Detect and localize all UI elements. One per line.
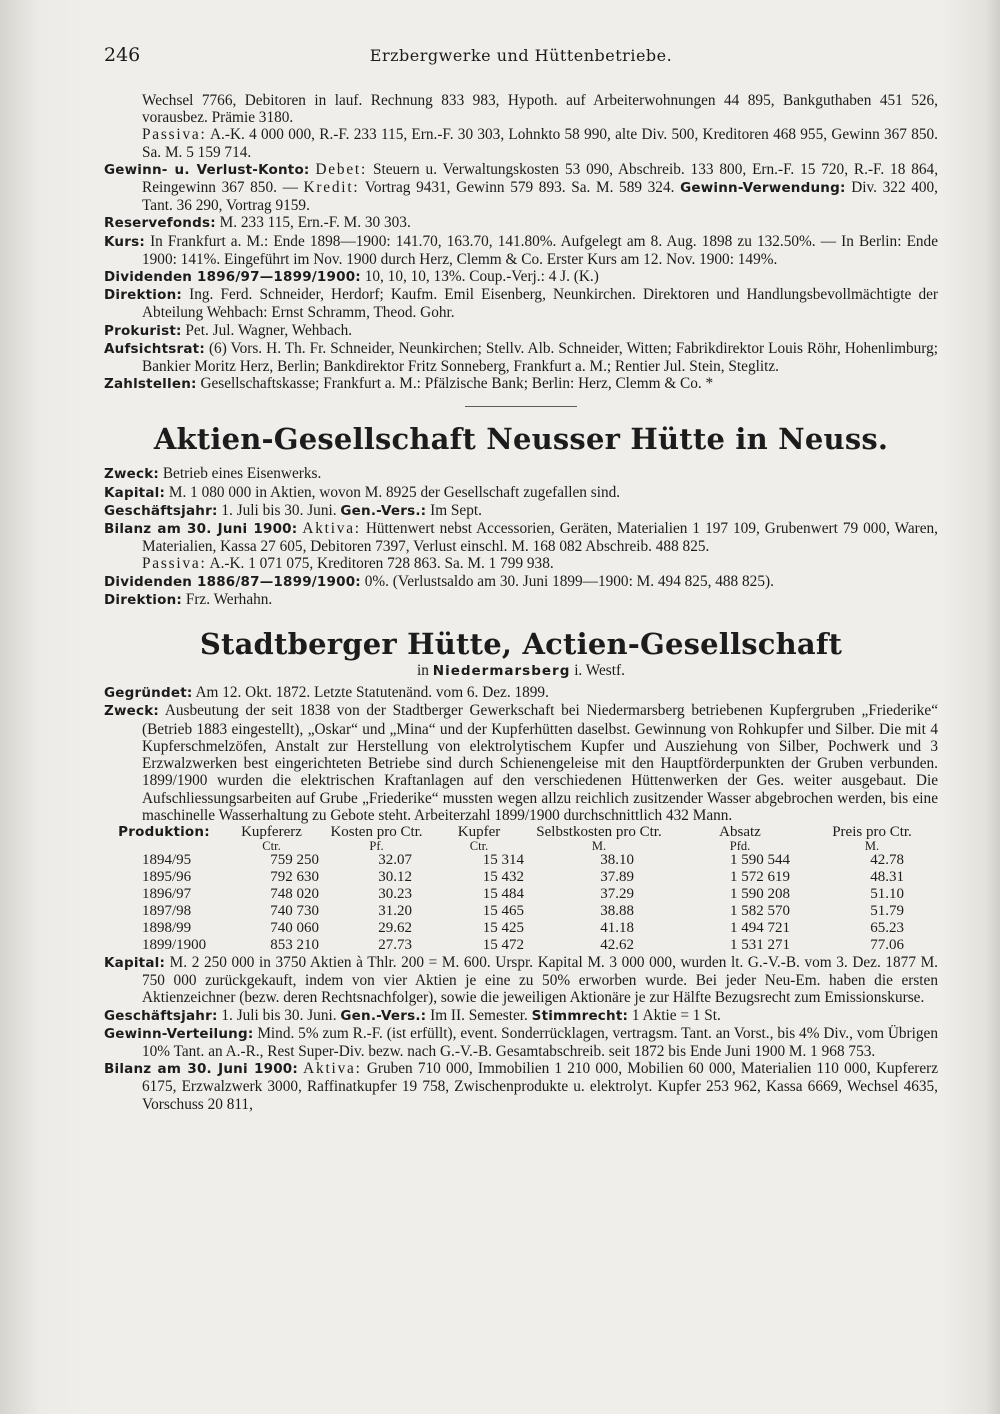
location-region: i. Westf. [574,662,625,680]
stimmrecht-text: 1 Aktie = 1 St. [631,1006,721,1024]
geschaeftsjahr-label: Geschäftsjahr: [104,502,218,519]
table-row [104,903,938,920]
column-header: Kosten pro Ctr. [330,823,423,840]
geschaeftsjahr-text: 1. Juli bis 30. Juni. [221,501,337,519]
column-header: Kupfererz [241,823,302,840]
geschaeftsjahr-label-stadtberger: Geschäftsjahr: [104,1007,218,1024]
aktiva-label-stadtberger: Aktiva: [303,1060,362,1078]
passiva-label: Passiva: [142,126,207,144]
reserve-label: Reservefonds: [104,215,216,232]
running-title: Erzbergwerke und Hüttenbetriebe. [369,46,673,65]
kredit-label: Kredit: [303,179,360,197]
company-title-neuss: Aktien-Gesellschaft Neusser Hütte in Neuss. [153,422,889,457]
table-cell: 748 020 [270,885,319,902]
direktion-label: Direktion: [104,287,182,304]
table-cell: 37.29 [600,885,634,902]
aufsichtsrat-text: (6) Vors. H. Th. Fr. Schneider, Neunkirchen; Stellv. Alb. Schneider, Witten; Fabrikdirektor Louis Röhr, Hohenlimburg; Bankier Moritz Herz, Berlin; Bankdirektor Fritz Sonneberg, Frankfurt a. M.; Rentier Jul. Stein, Steglitz. [142,339,938,376]
table-cell: 77.06 [870,936,904,953]
table-cell: 15 314 [482,851,524,868]
aufsichtsrat-paragraph [104,340,938,375]
table-cell: 1 572 619 [730,868,790,885]
prokurist-text: Pet. Jul. Wagner, Wehbach. [185,321,353,339]
gewinn-verteilung-text: Mind. 5% zum R.-F. (ist erfüllt), event. Sonderrücklagen, vertragsm. Tant. an Vorst., bis 4% Div., vom Übrigen 10% Tant. an A.-R., Rest Super-Div. bezw. nach G.-V.-B. Gesamtabschreib. seit 1872 bis Ende Juni 1900 M. 1 968 753. [142,1024,938,1060]
gen-vers-label: Gen.-Vers.: [340,502,427,519]
gegruendet-paragraph [104,684,938,702]
debet-label: Debet: [315,160,368,178]
table-cell: 38.88 [600,902,634,919]
kapital-text-stadtberger: M. 2 250 000 in 3750 Aktien à Thlr. 200 = M. 600. Urspr. Kapital M. 3 000 000, wurden lt. G.-V.-B. vom 3. Dez. 1877 M. 750 000 zurückgekauft, indem von vier Aktien je eine zu 50% erworben wurde. Bei jeder Neu-Em. haben die ersten Aktienzeichner (bezw. deren Rechtsnachfolger), sowie die jeweiligen Aktionäre je zur Hälfte Bezugsrecht zum Emissionskurse. [142,953,938,1007]
gewinn-verteilung-label: Gewinn-Verteilung: [104,1025,254,1042]
table-cell: 29.62 [378,919,412,936]
zweck-text-stadtberger: Ausbeutung der seit 1838 von der Stadtberger Gewerkschaft bei Niedermarsberg betriebenen Kupfergruben „Friederike“ (Betrieb 1883 eingestellt), „Oskar“ und „Mina“ und der Kupferhütten daselbst. Gewinnung von Rohkupfer und Silber. Die mit 4 Kupferschmelzöfen, Anstalt zur Herstellung von elektrolytischem Kupfer und Ausziehung von Silber, Pochwerk und 3 Erzwalzwerken best eingerichteten Betriebe sind durch Schienengeleise mit den Hauptförderpunkten der Gruben verbunden. 1899/1900 wurden die elektrischen Kraftanlagen auf den verschiedenen Hüttenwerken der Ges. weiter ausgebaut. Die Aufschliessungsarbeiten auf Grube „Friederike“ mussten wegen allzu reichlich zusitzender Wasser abgebrochen werden, bis eine maschinelle Wasserhaltung zu Gebote steht. Arbeiterzahl 1899/1900 durchschnittlich 432 Mann. [142,702,939,824]
table-cell: 853 210 [270,936,319,953]
reserve-text: M. 233 115, Ern.-F. M. 30 303. [219,214,411,232]
kapital-label-stadtberger: Kapital: [104,954,166,971]
table-cell: 27.73 [378,936,412,953]
location-in: in [417,662,429,680]
guv-label: Gewinn- u. Verlust-Konto: [104,161,310,178]
unit-label: Ctr. [262,838,281,853]
kapital-text: M. 1 080 000 in Aktien, wovon M. 8925 der Gesellschaft zugefallen sind. [168,483,621,501]
table-cell: 1899/1900 [142,936,207,953]
table-cell: 1897/98 [142,902,192,919]
aktiva-label: Aktiva: [302,520,361,538]
geschaeftsjahr-paragraph-stadtberger [104,1007,938,1025]
prokurist-paragraph [104,322,938,340]
table-cell: 1 590 208 [730,885,790,902]
location-place: Niedermarsberg [432,663,571,680]
direktion-text-neuss: Frz. Werhahn. [185,590,273,608]
verwendung-text: Div. 322 400, Tant. 36 290, Vortrag 9159. [142,179,939,215]
kapital-paragraph-stadtberger [104,954,938,1007]
unit-label: Pfd. [729,838,751,853]
kredit-text: Vortrag 9431, Gewinn 579 893. Sa. M. 589 324. [364,179,675,197]
debet-text: Steuern u. Verwaltungskosten 53 090, Abschreib. 133 800, Ern.-F. 15 720, R.-F. 18 864, Reingewinn 367 850. — [142,160,939,197]
zahlstellen-paragraph [104,375,938,393]
column-header: Preis pro Ctr. [832,823,912,840]
bilanz-label: Bilanz am 30. Juni 1900: [104,521,298,538]
unit-label: M. [864,838,880,853]
table-cell: 32.07 [378,851,412,868]
zweck-paragraph-stadtberger [104,702,938,823]
page-header [104,44,938,72]
table-row [104,920,938,937]
table-cell: 51.79 [870,902,904,919]
gen-vers-text: Im Sept. [430,501,482,519]
table-cell: 51.10 [870,885,904,902]
stimmrecht-label: Stimmrecht: [531,1007,629,1024]
table-cell: 38.10 [600,851,634,868]
table-cell: 1895/96 [142,868,192,885]
table-row [104,852,938,869]
table-row [104,869,938,886]
column-header: Absatz [719,823,761,840]
column-header: Kupfer [457,823,501,840]
verwendung-label: Gewinn-Verwendung: [680,180,846,197]
table-cell: 740 060 [270,919,319,936]
table-cell: 37.89 [600,868,634,885]
direktion-paragraph-neuss [104,591,938,609]
table-cell: 15 425 [482,919,524,936]
production-label: Produktion: [118,823,210,840]
table-cell: 42.78 [870,851,904,868]
kapital-paragraph [104,484,938,502]
table-cell: 759 250 [270,851,319,868]
kurs-label: Kurs: [104,233,145,250]
bilanz-label-stadtberger: Bilanz am 30. Juni 1900: [104,1061,298,1078]
page-number: 246 [104,44,141,66]
unit-label: Ctr. [469,838,489,853]
zweck-label-stadtberger: Zweck: [104,703,159,720]
table-cell: 48.31 [870,868,904,885]
aktiva-text: Hüttenwert nebst Accessorien, Geräten, Materialien 1 197 109, Grubenwert 79 000, Waren, Materialien, Kassa 27 605, Debitoren 7397, Verlust einschl. M. 168 082 Abschreib. 488 825. [142,520,938,556]
aufsichtsrat-label: Aufsichtsrat: [104,340,205,357]
table-cell: 30.23 [378,885,412,902]
page-content [104,92,938,1113]
spacer [104,609,938,622]
passiva-label-neuss: Passiva: [142,555,207,573]
passiva-paragraph [104,126,938,160]
bilanz-paragraph [104,520,938,555]
zweck-label: Zweck: [104,466,159,483]
table-row [104,937,938,954]
gen-vers-label-stadtberger: Gen.-Vers.: [340,1007,427,1024]
table-cell: 1894/95 [142,851,192,868]
kapital-label: Kapital: [104,484,166,501]
table-cell: 15 465 [482,902,524,919]
reserve-paragraph [104,214,938,232]
table-cell: 65.23 [870,919,904,936]
gen-vers-text-stadtberger: Im II. Semester. [430,1006,528,1024]
zahlstellen-label: Zahlstellen: [104,376,197,393]
zweck-paragraph [104,465,938,483]
dividends-text-neuss: 0%. (Verlustsaldo am 30. Juni 1899—1900: M. 494 825, 488 825). [364,572,774,590]
dividends-text: 10, 10, 10, 13%. Coup.-Verj.: 4 J. (K.) [364,268,599,286]
zweck-text: Betrieb eines Eisenwerks. [162,465,322,483]
unit-label: Pf. [369,838,384,853]
table-cell: 1 582 570 [730,902,790,919]
production-header-row [104,824,938,841]
section-divider [465,406,577,407]
dividends-label-neuss: Dividenden 1886/87—1899/1900: [104,573,361,590]
table-cell: 15 472 [482,936,524,953]
assets-paragraph: Wechsel 7766, Debitoren in lauf. Rechnung 833 983, Hypoth. auf Arbeiterwohnungen 44 895, Bankguthaben 451 526, vorausbez. Prämie 3180. [142,92,938,127]
gegruendet-label: Gegründet: [104,685,193,702]
table-cell: 1896/97 [142,885,192,902]
geschaeftsjahr-paragraph [104,502,938,520]
dividends-paragraph-neuss [104,573,938,591]
table-cell: 792 630 [270,868,319,885]
gegruendet-text: Am 12. Okt. 1872. Letzte Statutenänd. vom 6. Dez. 1899. [195,684,549,702]
table-cell: 1 531 271 [730,936,790,953]
table-cell: 30.12 [378,868,412,885]
passiva-text: A.-K. 4 000 000, R.-F. 233 115, Ern.-F. 30 303, Lohnkto 58 990, alte Div. 500, Kreditoren 468 955, Gewinn 367 850. Sa. M. 5 159 714. [142,126,938,161]
bilanz-paragraph-stadtberger [104,1060,938,1113]
gewinn-verteilung-paragraph [104,1025,938,1060]
zahlstellen-text: Gesellschaftskasse; Frankfurt a. M.: Pfälzische Bank; Berlin: Herz, Clemm & Co. * [200,375,714,393]
table-cell: 41.18 [600,919,634,936]
table-cell: 1 494 721 [730,919,790,936]
dividends-label: Dividenden 1896/97—1899/1900: [104,269,361,286]
kurs-text: In Frankfurt a. M.: Ende 1898—1900: 141.70, 163.70, 141.80%. Aufgelegt am 8. Aug. 1898 zu 132.50%. — In Berlin: Ende 1900: 141%. Eingeführt im Nov. 1900 durch Herz, Clemm & Co. Erster Kurs am 12. Nov. 1900: 149%. [142,232,938,268]
table-cell: 15 432 [482,868,524,885]
direktion-text: Ing. Ferd. Schneider, Herdorf; Kaufm. Emil Eisenberg, Neunkirchen. Direktoren und Handlungsbevollmächtigte der Abteilung Wehbach: Ernst Schramm, Theod. Gohr. [142,286,939,322]
prokurist-label: Prokurist: [104,322,182,339]
table-cell: 42.62 [600,936,634,953]
passiva-text-neuss: A.-K. 1 071 075, Kreditoren 728 863. Sa. M. 1 799 938. [209,555,554,573]
production-units-row [104,841,938,852]
aktiva-text-stadtberger: Gruben 710 000, Immobilien 1 210 000, Mobilien 60 000, Materialien 110 000, Kupfererz 6175, Erzwalzwerk 3000, Raffinatkupfer 19 758, Zwischenprodukte u. elektrolyt. Kupfer 253 962, Kassa 6669, Wechsel 4635, Vorschuss 20 811, [142,1060,939,1113]
column-header: Selbstkosten pro Ctr. [536,823,662,840]
guv-paragraph [104,161,938,215]
unit-label: M. [591,838,607,853]
passiva-paragraph-neuss [104,555,938,572]
direktion-label-neuss: Direktion: [104,591,182,608]
table-cell: 740 730 [270,902,319,919]
table-cell: 1 590 544 [730,851,790,868]
company-location [104,662,938,680]
direktion-paragraph [104,286,938,321]
table-cell: 15 484 [482,885,524,902]
kurs-paragraph [104,233,938,268]
dividends-paragraph [104,268,938,286]
production-table [104,824,938,954]
table-cell: 1898/99 [142,919,192,936]
table-row [104,886,938,903]
geschaeftsjahr-text-stadtberger: 1. Juli bis 30. Juni. [221,1006,337,1024]
company-title-stadtberger: Stadtberger Hütte, Actien-Gesellschaft [199,627,843,662]
table-cell: 31.20 [378,902,412,919]
